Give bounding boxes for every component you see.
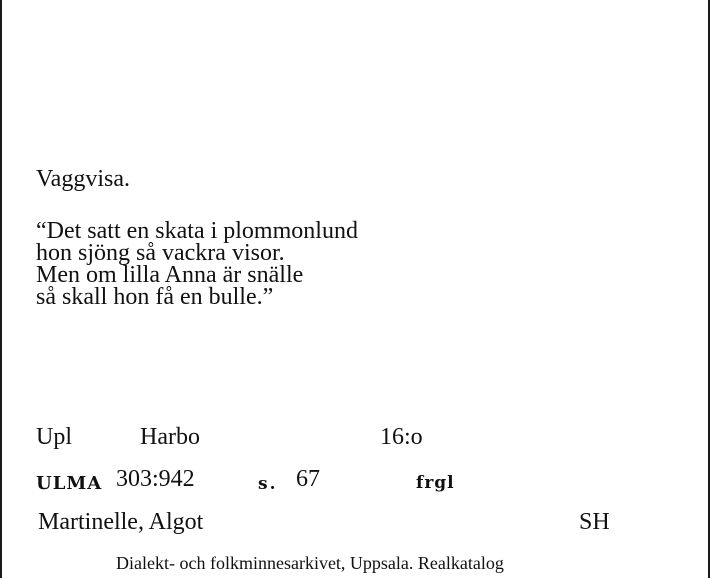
poem-line: hon sjöng så vackra visor. bbox=[36, 240, 285, 266]
archive-number: 303:942 bbox=[116, 466, 195, 492]
page-number: 67 bbox=[296, 466, 320, 492]
footer-institution: Dialekt- och folkminnesarkivet, Uppsala. Realkatalog bbox=[116, 553, 504, 573]
poem-line: Men om lilla Anna är snälle bbox=[36, 262, 304, 288]
recorder-name: Martinelle, Algot bbox=[38, 509, 204, 535]
age-value: 16:o bbox=[380, 424, 423, 450]
province: Upl bbox=[36, 424, 72, 450]
page-label: s. bbox=[258, 474, 278, 494]
card-title: Vaggvisa. bbox=[36, 166, 130, 192]
poem-line: “Det satt en skata i plommonlund bbox=[36, 218, 358, 244]
poem-line: så skall hon få en bulle.” bbox=[36, 284, 274, 310]
type-code: frgl bbox=[416, 473, 455, 493]
poem-text bbox=[36, 220, 358, 308]
card-left-edge bbox=[0, 0, 2, 578]
parish: Harbo bbox=[140, 424, 200, 450]
card-right-edge bbox=[708, 0, 710, 578]
archive-code: ULMA bbox=[36, 473, 103, 494]
signature-initials: SH bbox=[579, 509, 610, 535]
